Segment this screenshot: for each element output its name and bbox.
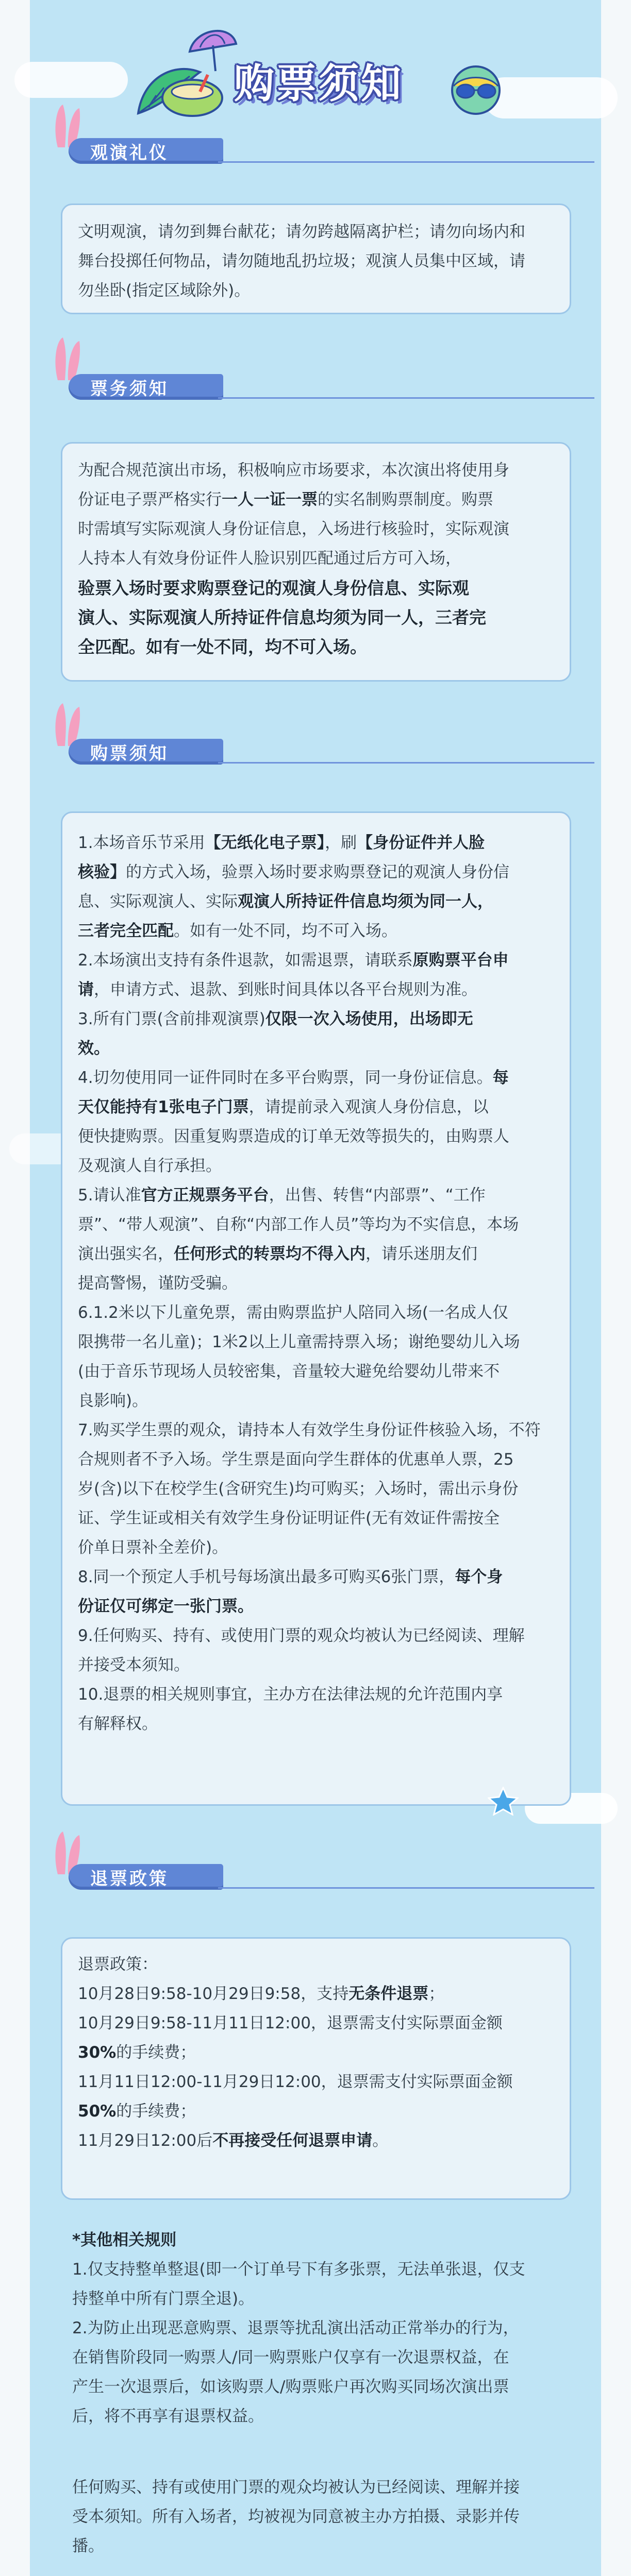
text-line — [78, 456, 554, 485]
text-segment: 演出强实名， — [78, 1245, 174, 1263]
text-segment: 11月11日12:00-11月29日12:00，退票需支付实际票面金额 — [78, 2073, 513, 2091]
text-line: 播。 — [72, 2537, 104, 2555]
text-line — [78, 1475, 554, 1504]
bold-segment: 一人一证一票 — [222, 490, 318, 509]
section-title: 退票政策 — [90, 1868, 169, 1889]
text-line — [78, 1979, 554, 2009]
text-segment: ，请提前录入观演人身份信息，以 — [248, 1098, 489, 1116]
text-line — [78, 1151, 554, 1181]
text-line: 任何购买、持有或使用门票的观众均被认为已经阅读、理解并接 — [72, 2478, 520, 2497]
text-segment: 的手续费； — [116, 2043, 196, 2062]
text-segment: 9.任何购买、持有、或使用门票的观众均被认为已经阅读、理解 — [78, 1626, 525, 1645]
text-line: 勿坐卧(指定区域除外)。 — [78, 281, 251, 300]
text-segment: 限携带一名儿童)；1米2以上儿童需持票入场；谢绝婴幼儿入场 — [78, 1333, 520, 1351]
etiquette-card — [61, 204, 571, 314]
star-icon — [488, 1787, 519, 1816]
text-line — [78, 975, 554, 1005]
text-line — [78, 1210, 554, 1240]
text-line — [78, 485, 554, 515]
text-segment: 提高警惕，谨防受骗。 — [78, 1274, 238, 1293]
bold-segment: 三者完全匹配 — [78, 922, 174, 940]
other-rules — [72, 2226, 567, 2431]
text-line — [78, 1445, 554, 1475]
section-title: 票务须知 — [90, 378, 169, 399]
text-segment: 2.本场演出支持有条件退款，如需退票，请联系 — [78, 951, 413, 970]
bold-segment: 份证仅可绑定一张门票。 — [78, 1597, 254, 1616]
text-segment: 为配合规范演出市场，积极响应市场要求，本次演出将使用身 — [78, 461, 509, 480]
text-line — [78, 1298, 554, 1328]
bold-segment: 官方正规票务平台 — [141, 1186, 269, 1205]
text-line — [78, 1680, 554, 1709]
text-line — [78, 917, 554, 946]
text-segment: 票”、“带人观演”、自称“内部工作人员”等均为不实信息，本场 — [78, 1215, 519, 1234]
text-line — [78, 1181, 554, 1210]
section-tag-refund — [69, 1861, 223, 1890]
text-line: 2.为防止出现恶意购票、退票等扰乱演出活动正常举办的行为， — [72, 2319, 519, 2337]
text-segment: ，出售、转售“内部票”、“工作 — [269, 1186, 486, 1205]
text-line — [78, 1504, 554, 1533]
text-line — [78, 2067, 554, 2097]
text-segment: 10.退票的相关规则事宜，主办方在法律法规的允许范围内享 — [78, 1685, 503, 1704]
ticketing-emphasis — [78, 573, 554, 662]
text-line: 验票入场时要求购票登记的观演人身份信息、实际观 — [78, 578, 469, 598]
text-segment: 时需填写实际观演人身份证信息，入场进行核验时，实际观演 — [78, 520, 509, 538]
text-segment: 8.同一个预定人手机号每场演出最多可购买6张门票， — [78, 1568, 455, 1586]
text-line: 舞台投掷任何物品，请勿随地乱扔垃圾；观演人员集中区域，请 — [78, 252, 525, 270]
bold-segment: 50% — [78, 2102, 117, 2121]
text-segment: 。 — [372, 2131, 389, 2150]
text-segment: 1.本场音乐节采用 — [78, 834, 205, 852]
text-segment: 合规则者不予入场。学生票是面向学生群体的优惠单人票，25 — [78, 1450, 514, 1469]
text-segment: ，申请方式、退款、到账时间具体以各平台规则为准。 — [94, 980, 477, 999]
text-segment: 5.请认准 — [78, 1186, 141, 1205]
text-line — [78, 1386, 554, 1416]
bold-segment: 效。 — [78, 1039, 110, 1058]
text-line: 持整单中所有门票全退)。 — [72, 2290, 255, 2308]
text-segment: 有解释权。 — [78, 1715, 158, 1733]
header — [30, 0, 601, 118]
closing-notice — [72, 2473, 567, 2561]
text-segment: 岁(含)以下在校学生(含研究生)均可购买；入场时，需出示身份 — [78, 1480, 519, 1498]
text-segment: 便快捷购票。因重复购票造成的订单无效等损失的，由购票人 — [78, 1127, 509, 1146]
text-line — [78, 1122, 554, 1151]
other-rules-heading: *其他相关规则 — [72, 2231, 177, 2249]
text-segment: 退票政策： — [78, 1955, 158, 1974]
text-line — [78, 1093, 554, 1122]
text-line — [78, 828, 554, 858]
text-segment: ，刷 — [325, 834, 357, 852]
text-line: 1.仅支持整单整退(即一个订单号下有多张票，无法单张退，仅支 — [72, 2260, 525, 2279]
text-segment: 10月29日9:58-11月11日12:00，退票需支付实际票面金额 — [78, 2014, 503, 2032]
text-line: 文明观演，请勿到舞台献花；请勿跨越隔离护栏；请勿向场内和 — [78, 223, 525, 241]
poster-background — [30, 0, 601, 2576]
text-line — [78, 1533, 554, 1563]
title-banner — [185, 47, 453, 113]
bold-segment: 天仅能持有1张电子门票 — [78, 1098, 249, 1116]
bold-segment: 无条件退票 — [348, 1985, 429, 2003]
text-segment: 4.切勿使用同一证件同时在多平台购票，同一身份证信息。 — [78, 1069, 493, 1087]
text-segment: 11月29日12:00后 — [78, 2131, 213, 2150]
text-line — [78, 515, 554, 544]
text-segment: 。如有一处不同，均不可入场。 — [174, 922, 397, 940]
sunglasses-ball-icon — [442, 59, 509, 116]
text-line — [78, 1005, 554, 1034]
text-line — [78, 1709, 554, 1739]
text-line — [78, 1563, 554, 1592]
text-line — [78, 544, 554, 573]
text-line — [78, 2126, 554, 2156]
text-segment: ； — [428, 1985, 445, 2003]
text-line — [78, 1651, 554, 1680]
page-title: 购票须知 — [234, 61, 403, 107]
ticketing-card — [61, 442, 571, 682]
text-line: 全匹配。如有一处不同，均不可入场。 — [78, 637, 367, 657]
text-line — [78, 1240, 554, 1269]
text-segment: 的方式入场，验票入场时要求购票登记的观演人身份信 — [126, 863, 509, 882]
text-segment: 10月28日9:58-10月29日9:58，支持 — [78, 1985, 349, 2003]
text-line: 后，将不再享有退票权益。 — [72, 2407, 264, 2426]
text-line — [78, 1328, 554, 1357]
bold-segment: 每 — [492, 1069, 509, 1087]
section-title: 购票须知 — [90, 743, 169, 764]
refund-card — [61, 1937, 571, 2200]
text-segment: 及观演人自行承担。 — [78, 1157, 222, 1175]
bold-segment: 原购票平台申 — [412, 951, 509, 970]
text-segment: 价单日票补全差价)。 — [78, 1538, 228, 1557]
section-tag-purchase — [69, 736, 223, 765]
text-line — [78, 1357, 554, 1386]
text-line — [78, 858, 554, 887]
text-line — [78, 2097, 554, 2126]
text-segment: (由于音乐节现场人员较密集，音量较大避免给婴幼儿带来不 — [78, 1362, 500, 1381]
text-line — [78, 1269, 554, 1298]
section-tag-ticketing — [69, 371, 223, 400]
bold-segment: 每个身 — [455, 1568, 503, 1586]
text-line — [78, 1063, 554, 1093]
text-segment: ，请乐迷朋友们 — [366, 1245, 477, 1263]
text-line — [78, 1592, 554, 1621]
bold-segment: 30% — [78, 2043, 117, 2062]
text-segment: 良影响)。 — [78, 1392, 148, 1410]
text-line: 在销售阶段同一购票人/同一购票账户仅享有一次退票权益，在 — [72, 2348, 509, 2367]
purchase-card — [61, 811, 571, 1806]
bold-segment: 【无纸化电子票】 — [205, 834, 325, 852]
refund-lines — [78, 1950, 554, 2156]
text-line — [78, 887, 554, 917]
bold-segment: 核验】 — [78, 863, 126, 882]
text-segment: 7.购买学生票的观众，请持本人有效学生身份证件核验入场，不符 — [78, 1421, 541, 1439]
text-line: 产生一次退票后，如该购票人/购票账户再次购买同场次演出票 — [72, 2378, 509, 2396]
text-line — [78, 2009, 554, 2038]
ticketing-paragraph — [78, 456, 554, 573]
bold-segment: 请 — [78, 980, 94, 999]
text-line: 演人、实际观演人所持证件信息均须为同一人，三者完 — [78, 607, 486, 628]
text-segment: 6.1.2米以下儿童免票，需由购票监护人陪同入场(一名成人仅 — [78, 1303, 508, 1322]
text-line — [78, 1950, 554, 1979]
section-title: 观演礼仪 — [90, 142, 169, 163]
text-line — [78, 946, 554, 975]
text-line — [78, 1416, 554, 1445]
text-segment: 份证电子票严格实行 — [78, 490, 222, 509]
text-segment: 证、学生证或相关有效学生身份证明证件(无有效证件需按全 — [78, 1509, 500, 1528]
purchase-rules — [78, 828, 554, 1739]
text-segment: 3.所有门票(含前排观演票) — [78, 1010, 265, 1028]
bold-segment: 不再接受任何退票申请 — [212, 2131, 373, 2150]
text-line — [78, 1034, 554, 1063]
bold-segment: 观演人所持证件信息均须为同一人， — [238, 892, 493, 911]
text-line: 受本须知。所有入场者，均被视为同意被主办方拍摄、录影并传 — [72, 2507, 520, 2526]
section-tag-etiquette — [69, 135, 223, 164]
text-line — [78, 1621, 554, 1651]
text-segment: 的手续费； — [116, 2102, 196, 2121]
text-segment: 并接受本须知。 — [78, 1656, 190, 1674]
bold-segment: 【身份证件并人脸 — [357, 834, 485, 852]
text-segment: 人持本人有效身份证件人脸识别匹配通过后方可入场， — [78, 549, 461, 568]
text-segment: 的实名制购票制度。购票 — [318, 490, 493, 509]
bold-segment: 任何形式的转票均不得入内 — [174, 1245, 366, 1263]
bold-segment: 仅限一次入场使用，出场即无 — [265, 1010, 473, 1028]
text-line — [78, 2038, 554, 2067]
text-segment: 息、实际观演人、实际 — [78, 892, 238, 911]
